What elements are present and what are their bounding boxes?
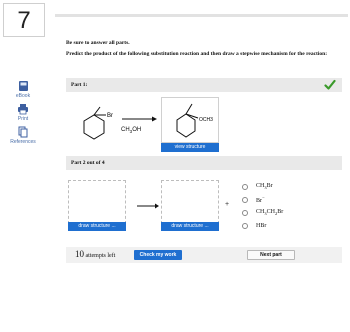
option-ch3ch2br[interactable] xyxy=(242,206,283,219)
radio-button[interactable] xyxy=(242,210,248,216)
option-label: $CH_3CH_2Br$ xyxy=(256,208,284,217)
sidebar-item-label: eBook xyxy=(15,93,31,99)
option-hbr[interactable] xyxy=(242,219,283,232)
mechanism-arrow xyxy=(136,202,160,210)
sidebar xyxy=(3,80,43,149)
part2-header xyxy=(66,156,342,170)
instruction-line: Be sure to answer all parts. xyxy=(66,40,130,46)
part1-header xyxy=(66,78,342,92)
printer-icon xyxy=(17,103,29,115)
part2-title: Part 2 out of 4 xyxy=(71,160,105,166)
drawing-area-1[interactable] xyxy=(68,180,126,224)
option-label: Br− xyxy=(256,195,265,204)
check-mark-icon xyxy=(324,79,336,91)
product-structure-box xyxy=(161,97,219,143)
plus-sign: + xyxy=(225,201,230,208)
option-bromide[interactable] xyxy=(242,193,283,206)
radio-button[interactable] xyxy=(242,223,248,229)
radio-button[interactable] xyxy=(242,184,248,190)
option-label: $CH_3Br$ xyxy=(256,182,273,191)
drawing-area-2[interactable] xyxy=(161,180,219,224)
instructions xyxy=(66,40,346,62)
view-structure-button[interactable]: view structure xyxy=(161,143,219,152)
footer-bar xyxy=(66,247,342,263)
part1-title: Part 1: xyxy=(71,82,88,88)
question-number-box xyxy=(3,3,45,37)
next-part-button[interactable]: Next part xyxy=(247,250,295,260)
option-ch3br[interactable] xyxy=(242,180,283,193)
draw-structure-button-2[interactable]: draw structure ... xyxy=(161,222,219,231)
product-structure xyxy=(162,98,220,144)
check-my-work-button[interactable]: Check my work xyxy=(134,250,182,260)
attempts-remaining xyxy=(75,249,115,259)
option-label: HBr xyxy=(256,222,267,229)
answer-options xyxy=(242,180,283,232)
references-icon xyxy=(17,126,29,138)
reactant-substituent: Br xyxy=(107,113,113,119)
reagent-label: $CH_3OH$ xyxy=(121,127,142,135)
attempts-label: attempts left xyxy=(85,253,116,259)
attempts-count: 10 xyxy=(75,249,84,259)
draw-structure-button-1[interactable]: draw structure ... xyxy=(68,222,126,231)
book-icon xyxy=(18,80,29,92)
reactant-structure xyxy=(66,103,126,148)
sidebar-item-references[interactable] xyxy=(3,126,43,145)
top-divider xyxy=(55,14,348,17)
product-substituent: OCH3 xyxy=(199,117,213,123)
sidebar-item-ebook[interactable] xyxy=(3,80,43,99)
question-number: 7 xyxy=(17,7,31,34)
sidebar-item-print[interactable] xyxy=(3,103,43,122)
sidebar-item-label: Print xyxy=(17,116,29,122)
radio-button[interactable] xyxy=(242,197,248,203)
instruction-line: Predict the product of the following substitution reaction and then draw a stepwise mechanism for the reaction: xyxy=(66,51,328,57)
sidebar-item-label: References xyxy=(10,139,36,145)
reaction-arrow xyxy=(120,115,158,123)
